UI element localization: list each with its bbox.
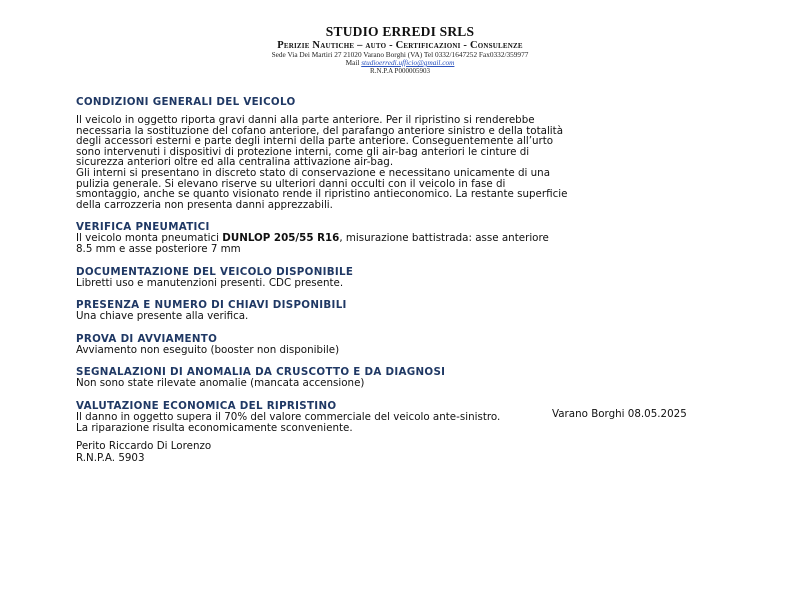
mail-label: Mail [345,58,360,67]
section-title-anomalie: SEGNALAZIONI DI ANOMALIA DA CRUSCOTTO E DA DIAGNOSI [76,366,446,379]
company-mail [0,59,800,67]
signature-block [76,440,211,464]
text-fragment: Il veicolo monta pneumatici [76,232,223,245]
company-tagline: Perizie Nautiche – auto - Certificazioni - Consulenze [277,40,523,51]
signature-name: Perito Riccardo Di Lorenzo [76,440,212,452]
letterhead [0,24,800,75]
text-line: necessaria la sostituzione del cofano anteriore, del parafango anteriore sinistro e della totalità [76,124,564,137]
text-line: 8.5 mm e asse posteriore 7 mm [76,242,241,255]
place-date: Varano Borghi 08.05.2025 [552,408,687,420]
section-title-avviamento: PROVA DI AVVIAMENTO [76,332,218,345]
section-title-documentazione: DOCUMENTAZIONE DEL VEICOLO DISPONIBILE [76,265,354,278]
company-address: Sede Via Dei Martiri 27 21020 Varano Borghi (VA) Tel 0332/1647252 Fax0332/359977 [271,50,529,59]
text-line: degli accessori esterni e parte degli interni della parte anteriore. Conseguentemente all’urto [76,135,554,148]
section-title-valutazione: VALUTAZIONE ECONOMICA DEL RIPRISTINO [76,399,337,412]
text-line: della carrozzeria non presenta danni apprezzabili. [76,198,333,211]
section-text-condizioni [76,115,726,210]
tire-model: DUNLOP 205/55 R16 [222,232,340,245]
text-line: Gli interni si presentano in discreto stato di conservazione e necessitano unicamente di una [76,166,550,179]
text-fragment: , misurazione battistrada: asse anteriore [339,232,549,245]
section-text-documentazione: Libretti uso e manutenzioni presenti. CDC presente. [76,276,344,289]
mail-link[interactable]: studioerredi.ufficio@gmail.com [361,58,455,67]
text-line: Il danno in oggetto supera il 70% del valore commerciale del veicolo ante-sinistro. [76,410,501,423]
text-line: sicurezza anteriori oltre ed alla centralina attivazione air-bag. [76,156,394,169]
text-line: pulizia generale. Si elevano riserve su ulteriori danni occulti con il veicolo in fase di [76,177,506,190]
signature-rnpa: R.N.P.A. 5903 [76,452,145,464]
text-line: Il veicolo in oggetto riporta gravi danni alla parte anteriore. Per il ripristino si renderebbe [76,114,535,126]
text-line: sono intervenuti i dispositivi di protezione interni, come gli air-bag anteriori le cinture di [76,145,530,158]
text-line: La riparazione risulta economicamente sconveniente. [76,421,353,434]
company-name: STUDIO ERREDI SRLS [325,24,475,39]
section-title-chiavi: PRESENZA E NUMERO DI CHIAVI DISPONIBILI [76,299,347,312]
report-body [76,96,726,433]
section-text-avviamento: Avviamento non eseguito (booster non disponibile) [76,343,340,356]
text-line: smontaggio, anche se quanto visionato rende il ripristino antieconomico. La restante superficie [76,188,568,201]
section-text-anomalie: Non sono state rilevate anomalie (mancata accensione) [76,377,365,390]
section-title-condizioni: CONDIZIONI GENERALI DEL VEICOLO [76,96,296,108]
section-text-chiavi: Una chiave presente alla verifica. [76,310,249,323]
company-rnpa: R.N.P.A P000005903 [370,67,430,75]
section-title-pneumatici: VERIFICA PNEUMATICI [76,221,210,234]
